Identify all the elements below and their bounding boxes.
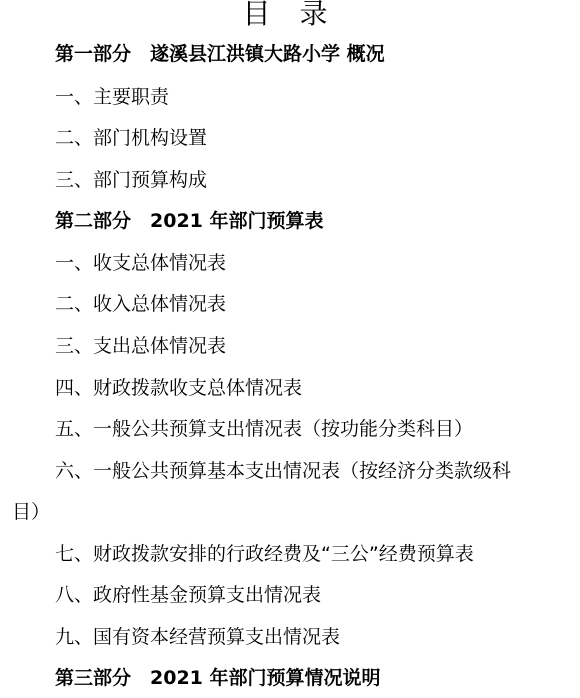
toc-item: 三、部门预算构成 [55,169,208,191]
toc-part-1: 第一部分 遂溪县江洪镇大路小学 概况 [55,43,385,65]
toc-item: 一、收支总体情况表 [55,252,227,274]
toc-item: 八、政府性基金预算支出情况表 [55,584,322,606]
toc-item: 六、一般公共预算基本支出情况表（按经济分类款级科 [55,460,512,482]
toc-item: 七、财政拨款安排的行政经费及“三公”经费预算表 [55,543,474,565]
toc-item: 四、财政拨款收支总体情况表 [55,377,303,399]
toc-part-3: 第三部分 2021 年部门预算情况说明 [55,667,381,689]
toc-item: 五、一般公共预算支出情况表（按功能分类科目） [55,418,474,440]
toc-part-2: 第二部分 2021 年部门预算表 [55,210,324,232]
toc-item: 三、支出总体情况表 [55,335,227,357]
toc-item: 二、部门机构设置 [55,127,208,149]
toc-item: 一、主要职责 [55,86,170,108]
toc-item-continuation: 目） [12,501,51,523]
toc-item: 九、国有资本经营预算支出情况表 [55,626,341,648]
toc-item: 二、收入总体情况表 [55,293,227,315]
page-title: 目 录 [242,0,338,30]
